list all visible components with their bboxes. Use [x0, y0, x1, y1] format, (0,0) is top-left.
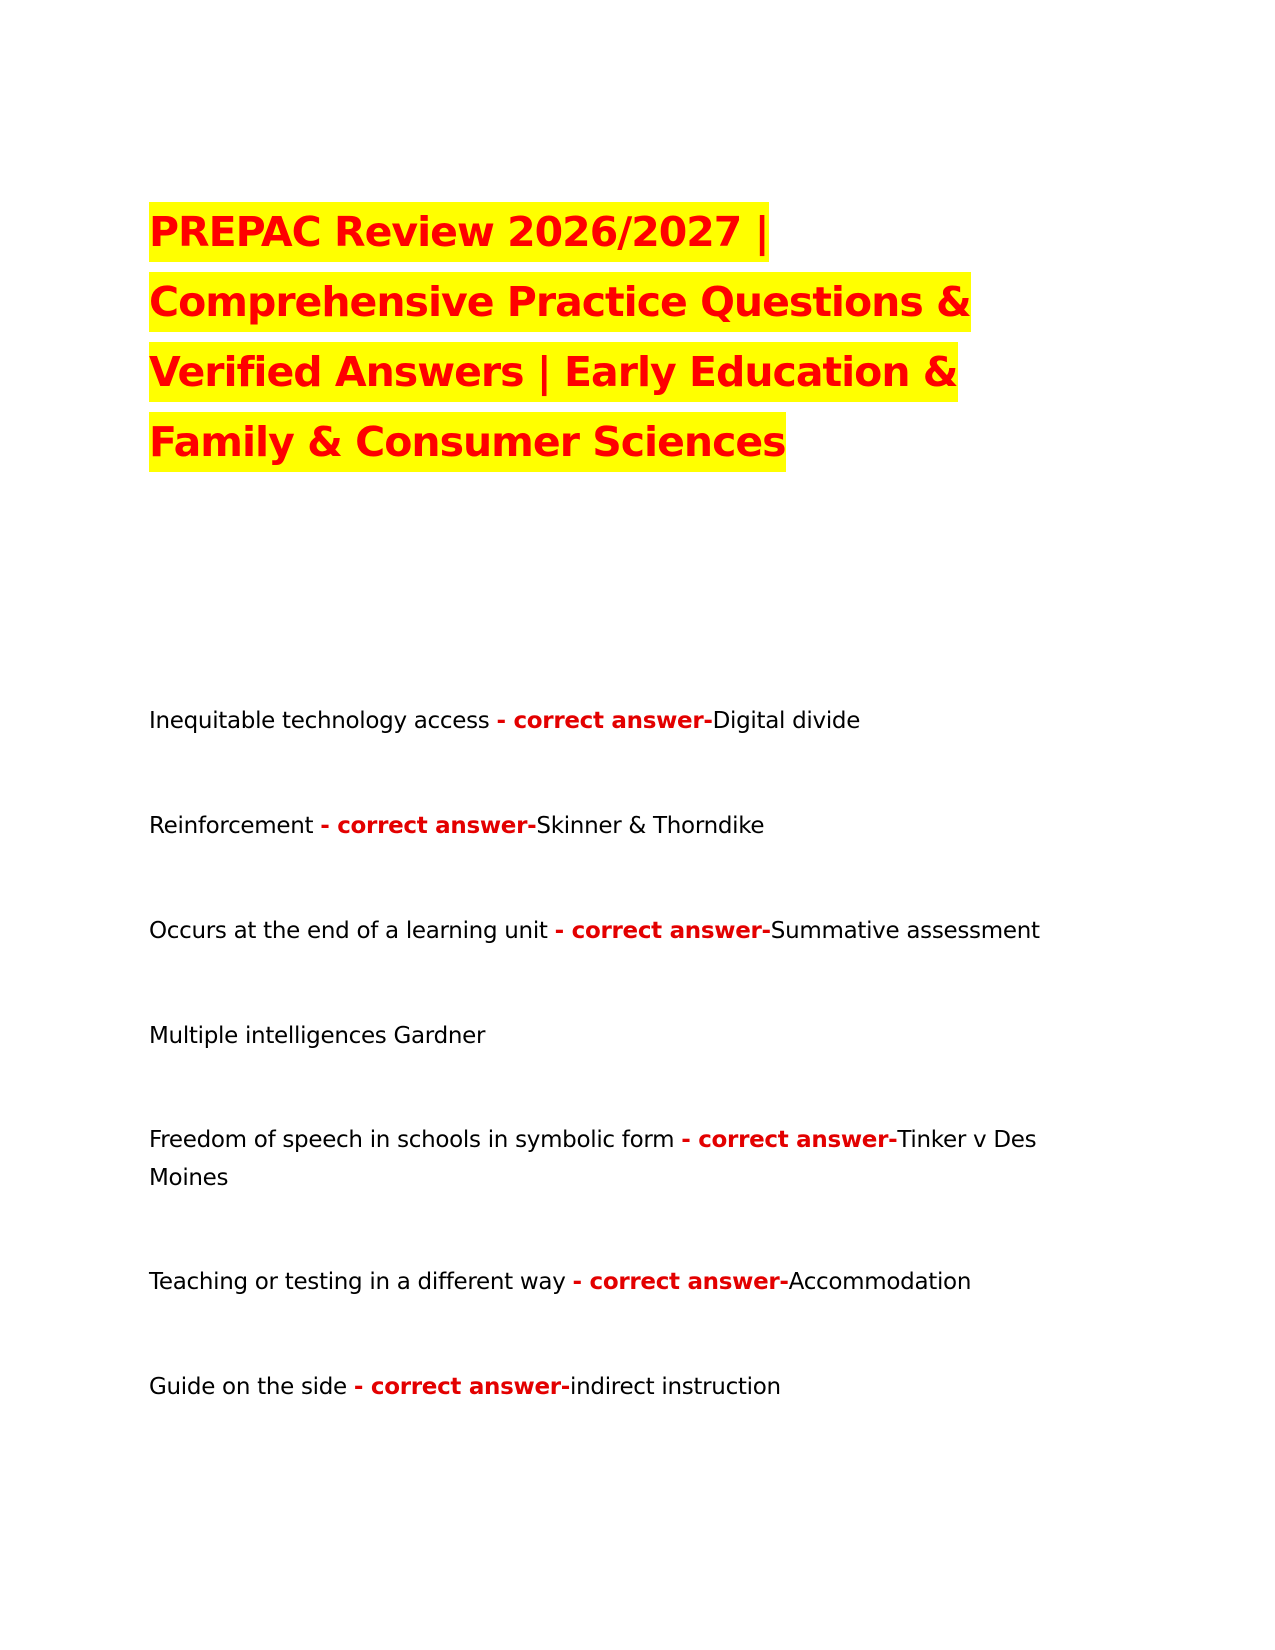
answer-text: indirect instruction — [570, 1374, 781, 1400]
answer-text: Accommodation — [788, 1269, 972, 1295]
qa-item — [149, 1263, 1089, 1301]
qa-item — [149, 1368, 1089, 1406]
answer-text: Skinner & Thorndike — [536, 813, 765, 839]
title-line — [149, 337, 1009, 407]
title-line-text: Comprehensive Practice Questions & — [149, 272, 971, 332]
answer-separator: - correct answer- — [572, 1269, 789, 1295]
title-line — [149, 407, 1009, 477]
title-line-text: Family & Consumer Sciences — [149, 412, 786, 472]
question-text: Inequitable technology access — [149, 708, 497, 734]
answer-text: Tinker v Des Moines — [149, 1127, 1037, 1191]
question-text: Multiple intelligences Gardner — [149, 1023, 486, 1049]
answer-separator: - correct answer- — [320, 813, 537, 839]
answer-text: Digital divide — [712, 708, 861, 734]
document-title — [149, 197, 1009, 477]
answer-text: Summative assessment — [770, 918, 1040, 944]
title-line — [149, 197, 1009, 267]
qa-item — [149, 702, 1089, 740]
answer-separator: - correct answer- — [681, 1127, 898, 1153]
question-text: Occurs at the end of a learning unit — [149, 918, 555, 944]
qa-item — [149, 807, 1089, 845]
answer-separator: - correct answer- — [353, 1374, 571, 1400]
title-line — [149, 267, 1009, 337]
question-text: Teaching or testing in a different way — [149, 1269, 573, 1295]
qa-item — [149, 1017, 1089, 1055]
question-text: Reinforcement — [149, 813, 321, 839]
qa-item — [149, 1121, 1089, 1197]
title-line-text: PREPAC Review 2026/2027 | — [149, 202, 769, 262]
question-text: Guide on the side — [149, 1374, 354, 1400]
title-line-text: Verified Answers | Early Education & — [149, 342, 958, 402]
answer-separator: - correct answer- — [554, 918, 771, 944]
answer-separator: - correct answer- — [496, 708, 713, 734]
question-text: Freedom of speech in schools in symbolic form — [149, 1127, 682, 1153]
qa-item — [149, 912, 1089, 950]
